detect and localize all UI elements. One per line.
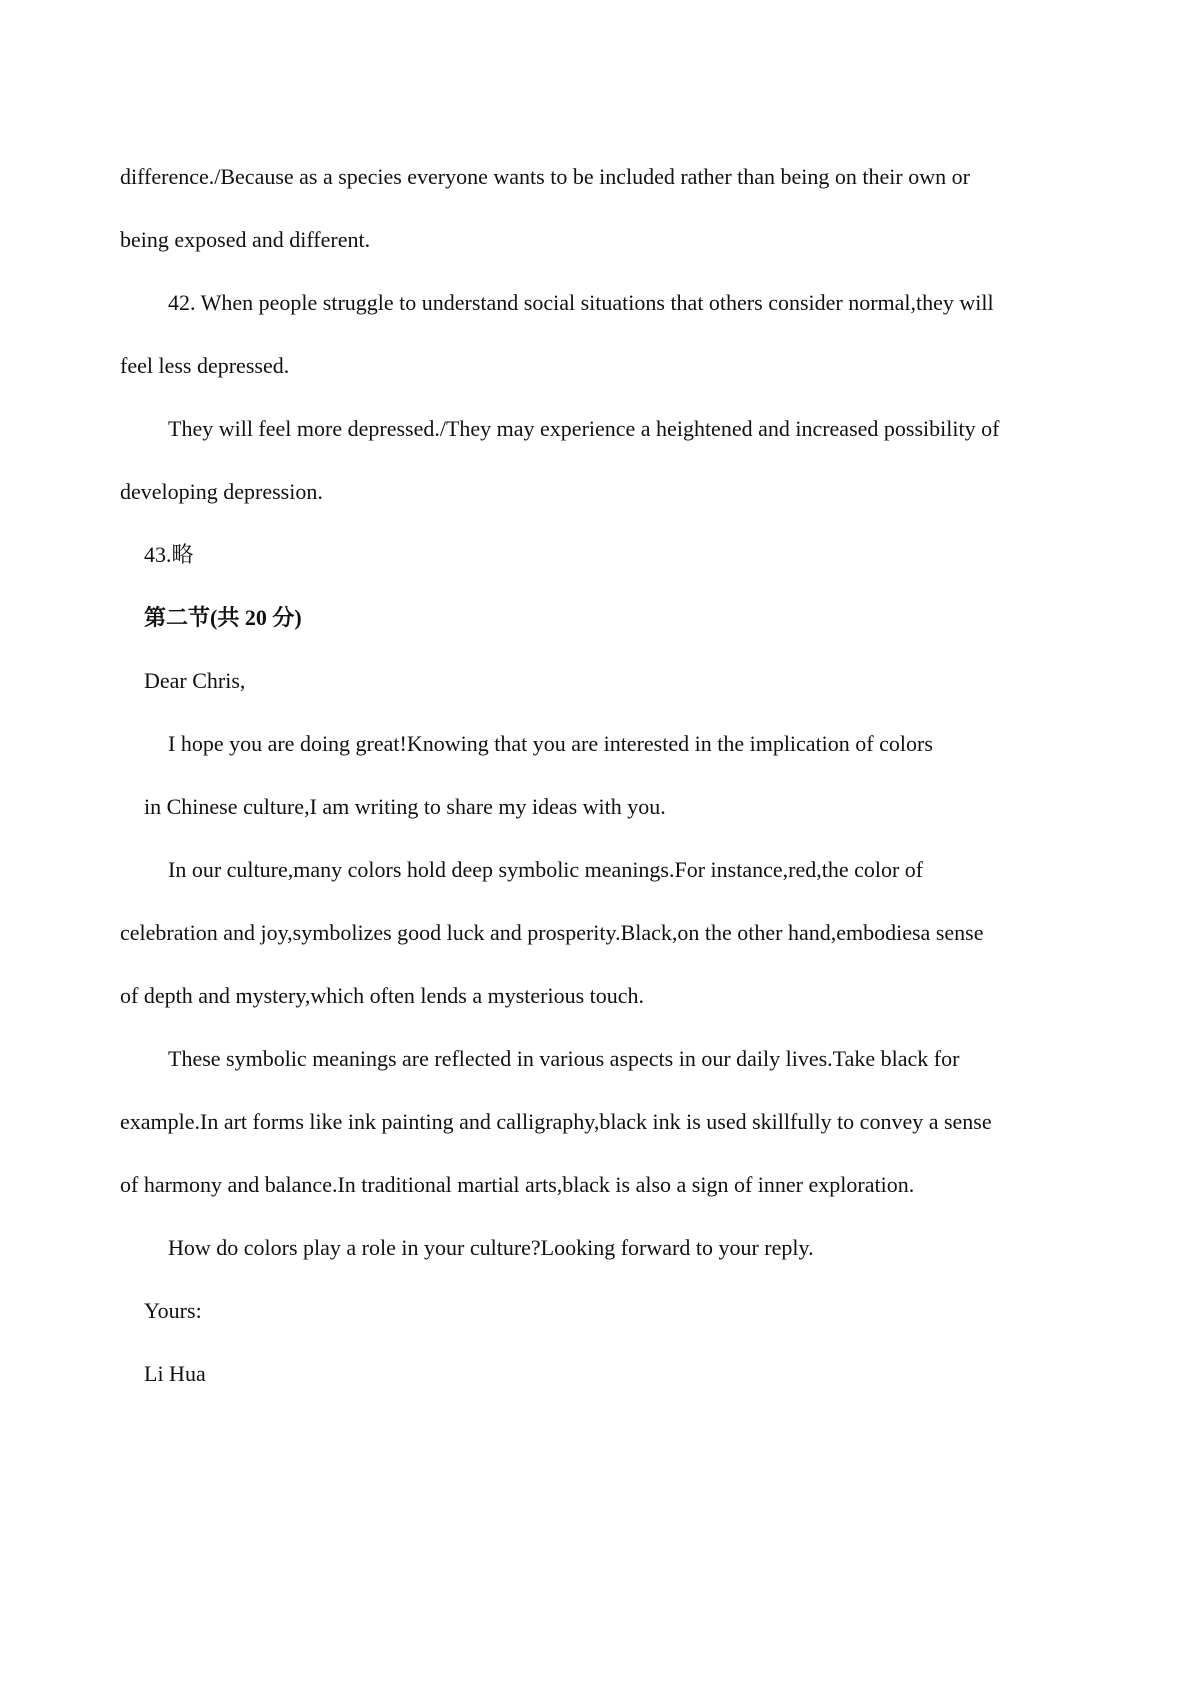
letter-paragraph-2-line-1: In our culture,many colors hold deep symbolic meanings.For instance,red,the color of <box>168 857 924 882</box>
letter-signoff: Yours: <box>144 1298 202 1323</box>
letter-paragraph-2-line-2: celebration and joy,symbolizes good luck and prosperity.Black,on the other hand,embodiesa sense <box>120 920 984 945</box>
letter-salutation: Dear Chris, <box>144 668 246 693</box>
letter-closing-paragraph: How do colors play a role in your culture?Looking forward to your reply. <box>168 1235 814 1260</box>
letter-paragraph-1-line-1: I hope you are doing great!Knowing that you are interested in the implication of colors <box>168 731 933 756</box>
section-heading: 第二节(共 20 分) <box>144 605 302 630</box>
letter-paragraph-2-line-3: of depth and mystery,which often lends a mysterious touch. <box>120 983 645 1008</box>
letter-paragraph-3-line-3: of harmony and balance.In traditional martial arts,black is also a sign of inner exploration. <box>120 1172 915 1197</box>
answer-42-line-1: They will feel more depressed./They may experience a heightened and increased possibility of <box>168 416 1000 441</box>
question-42-line-2: feel less depressed. <box>120 353 290 378</box>
question-43: 43.略 <box>144 542 194 567</box>
letter-signature-name: Li Hua <box>144 1361 206 1386</box>
letter-paragraph-1-line-2: in Chinese culture,I am writing to share my ideas with you. <box>144 794 666 819</box>
letter-paragraph-3-line-1: These symbolic meanings are reflected in various aspects in our daily lives.Take black for <box>168 1046 960 1071</box>
answer-41-continued-line-1: difference./Because as a species everyone wants to be included rather than being on their own or <box>120 164 970 189</box>
question-42-line-1: 42. When people struggle to understand social situations that others consider normal,they will <box>168 290 994 315</box>
letter-paragraph-3-line-2: example.In art forms like ink painting and calligraphy,black ink is used skillfully to convey a sense <box>120 1109 992 1134</box>
answer-42-line-2: developing depression. <box>120 479 323 504</box>
answer-41-continued-line-2: being exposed and different. <box>120 227 371 252</box>
